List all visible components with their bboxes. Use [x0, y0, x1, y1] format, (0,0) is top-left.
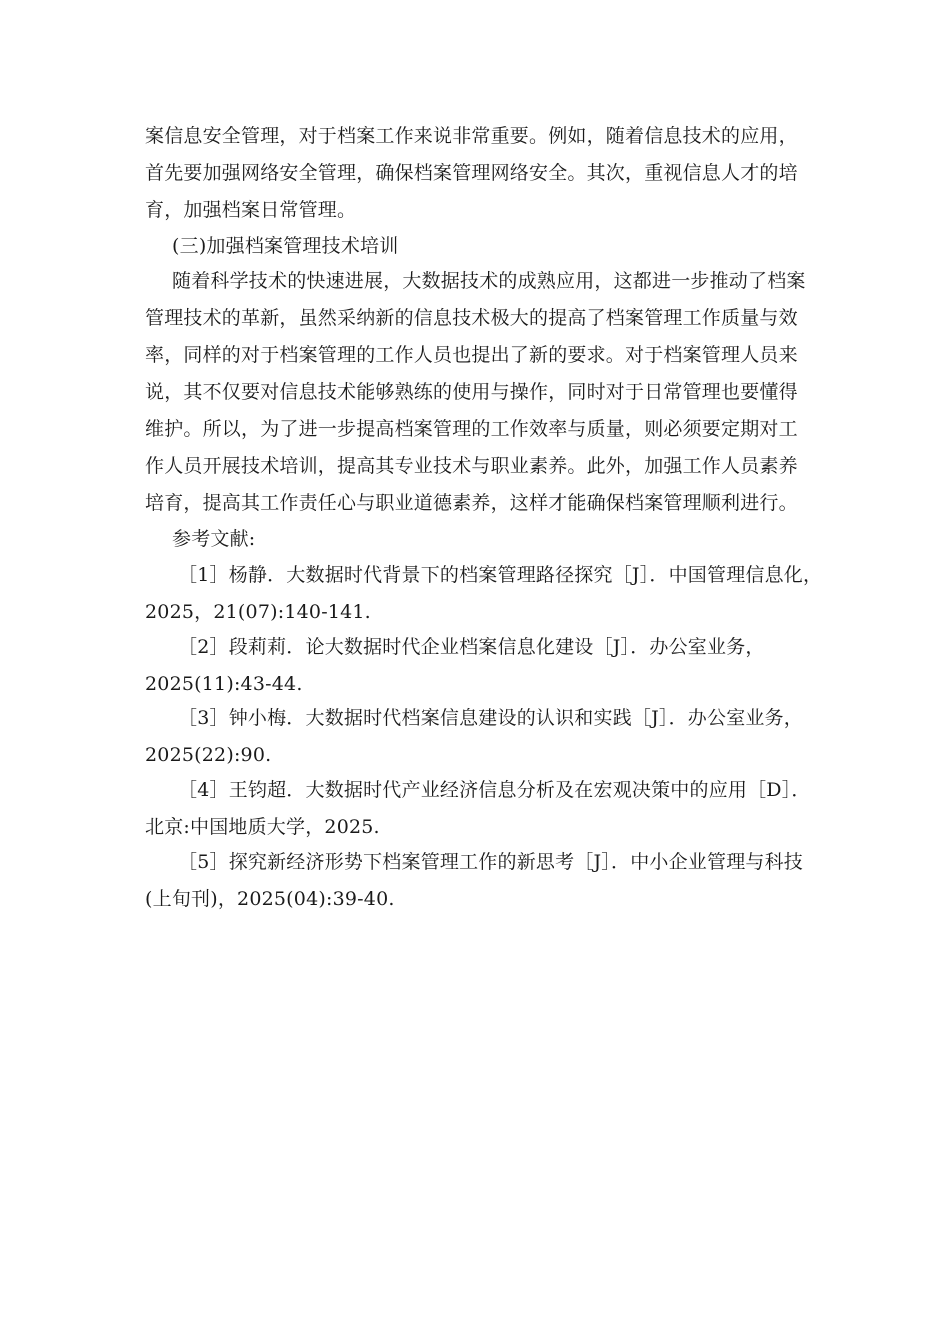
reference-3-line2: 2025(22):90.: [145, 744, 272, 766]
section-heading-3: (三)加强档案管理技术培训: [172, 235, 399, 257]
reference-2-line2: 2025(11):43-44.: [145, 673, 303, 695]
body-para1-line3: 育，加强档案日常管理。: [145, 199, 357, 221]
reference-4-line2: 北京:中国地质大学，2025.: [145, 816, 380, 838]
body-para2-line4: 说，其不仅要对信息技术能够熟练的使用与操作，同时对于日常管理也要懂得: [145, 381, 798, 403]
reference-1-line2: 2025，21(07):140-141.: [145, 601, 371, 623]
reference-1-line1: ［1］杨静．大数据时代背景下的档案管理路径探究［J］．中国管理信息化，: [178, 564, 823, 586]
reference-4-line1: ［4］王钧超．大数据时代产业经济信息分析及在宏观决策中的应用［D］．: [178, 779, 811, 801]
body-para2-line6: 作人员开展技术培训，提高其专业技术与职业素养。此外，加强工作人员素养: [145, 455, 798, 477]
body-para2-line3: 率，同样的对于档案管理的工作人员也提出了新的要求。对于档案管理人员来: [145, 344, 798, 366]
body-para2-line1: 随着科学技术的快速进展，大数据技术的成熟应用，这都进一步推动了档案: [172, 270, 806, 292]
body-para1-line1: 案信息安全管理，对于档案工作来说非常重要。例如，随着信息技术的应用，: [145, 125, 798, 147]
reference-2-line1: ［2］段莉莉．论大数据时代企业档案信息化建设［J］．办公室业务，: [178, 636, 765, 658]
body-para2-line7: 培育，提高其工作责任心与职业道德素养，这样才能确保档案管理顺利进行。: [145, 492, 798, 514]
reference-5-line2: (上旬刊)，2025(04):39-40.: [145, 888, 395, 910]
body-para2-line2: 管理技术的革新，虽然采纳新的信息技术极大的提高了档案管理工作质量与效: [145, 307, 798, 329]
body-para2-line5: 维护。所以，为了进一步提高档案管理的工作效率与质量，则必须要定期对工: [145, 418, 798, 440]
references-heading: 参考文献:: [172, 528, 256, 550]
body-para1-line2: 首先要加强网络安全管理，确保档案管理网络安全。其次，重视信息人才的培: [145, 162, 798, 184]
reference-3-line1: ［3］钟小梅．大数据时代档案信息建设的认识和实践［J］．办公室业务，: [178, 707, 804, 729]
reference-5-line1: ［5］探究新经济形势下档案管理工作的新思考［J］．中小企业管理与科技: [178, 851, 804, 873]
